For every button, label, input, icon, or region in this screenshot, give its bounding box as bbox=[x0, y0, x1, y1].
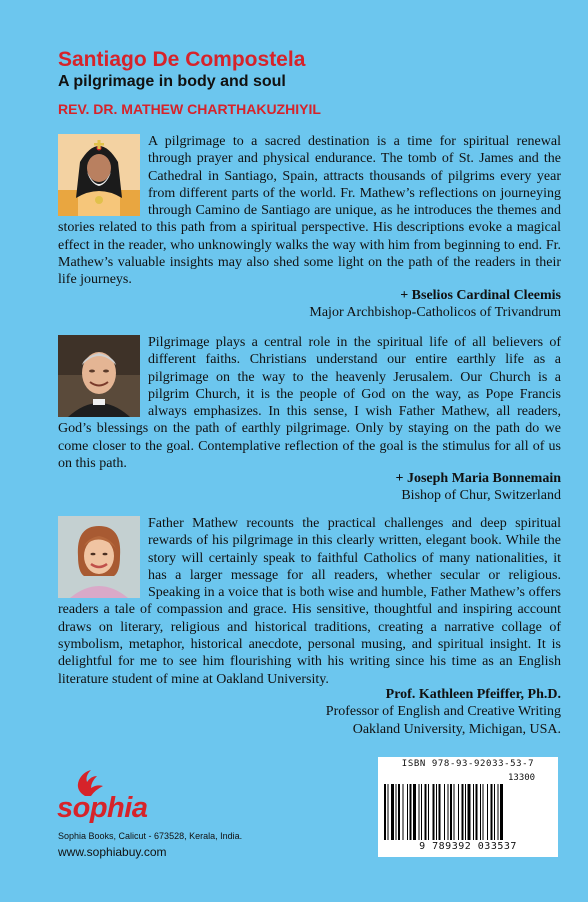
endorsement-signature-2 bbox=[396, 470, 562, 505]
book-title: Santiago De Compostela bbox=[58, 48, 306, 71]
photo-kathleen-pfeiffer bbox=[58, 516, 140, 598]
endorser-affiliation-3: Oakland University, Michigan, USA. bbox=[352, 721, 561, 737]
endorser-name-3: Prof. Kathleen Pfeiffer, Ph.D. bbox=[385, 687, 561, 702]
book-subtitle: A pilgrimage in body and soul bbox=[58, 73, 286, 90]
publisher-website: www.sophiabuy.com bbox=[58, 845, 167, 859]
endorsement-text-3: Father Mathew recounts the practical challenges and deep spiritual rewards of his pilgrimage in this clearly written, elegant book. While the story will certainly speak to faithful Catholics of many nationalities, it has a larger message for all readers, whether secular or religious. Speaking in a voice that is both wise and humble, Father Mathew’s offers readers a tale of compassion and grace. His sensitive, thoughtful and inspiring account draws on literary, religious and historical traditions, creating a narrative collage of symbolism, metaphor, historical anecdote, personal musing, and spiritual insight. It is delightful for me to see him flourishing with his writing since his time as an English literature student of mine at Oakland University. bbox=[58, 516, 561, 687]
endorser-role-1: Major Archbishop-Catholicos of Trivandrum bbox=[309, 305, 561, 321]
endorser-role-3: Professor of English and Creative Writing bbox=[325, 704, 561, 720]
publisher-logo-text: sophia bbox=[57, 792, 148, 824]
endorser-name-1: + Bselios Cardinal Cleemis bbox=[400, 288, 561, 303]
endorsement-text-2: Pilgrimage plays a central role in the spiritual life of all believers of different faiths. Christians understand our entire earthly life as a pilgrimage on the way to the heavenly Jerusalem. Our Church is a pilgrim Church, it is the people of God on the way, as Pope Francis always emphasizes. In this sense, I wish Father Mathew, all readers, God’s blessings on the path of earthly pilgrimage. Only by staying on the path do we come closer to the goal. Contemplative reflection of the goal is the stimulus for all of us on this path. bbox=[58, 335, 561, 472]
isbn-barcode bbox=[378, 757, 558, 857]
barcode-number: 9 789392 033537 bbox=[419, 841, 517, 852]
endorsement-signature-3 bbox=[326, 686, 561, 738]
photo-cardinal-cleemis bbox=[58, 134, 140, 216]
isbn-label: ISBN 978-93-92033-53-7 bbox=[401, 759, 535, 769]
endorsement-signature-1 bbox=[309, 287, 561, 322]
price-code: 13300 bbox=[508, 773, 536, 783]
endorser-name-2: + Joseph Maria Bonnemain bbox=[395, 471, 561, 486]
publisher-address: Sophia Books, Calicut - 673528, Kerala, India. bbox=[58, 831, 243, 841]
book-author: REV. DR. MATHEW CHARTHAKUZHIYIL bbox=[58, 101, 321, 117]
endorsement-text-1: A pilgrimage to a sacred destination is a time for spiritual renewal through prayer and physical endurance. The tomb of St. James and the Cathedral in Santiago, Spain, attracts thousands of pilgrims every year from different parts of the world. Fr. Mathew’s reflections on journeying through Camino de Santiago are unique, as he introduces the themes and stories related to this path from a spiritual perspective. His descriptions evoke a magical effect in the reader, who unknowingly walks the way with him from beginning to end. Fr. Mathew’s valuable insights may also shed some light on the path of the readers in their life journeys. bbox=[58, 134, 561, 288]
photo-bishop-bonnemain bbox=[58, 335, 140, 417]
endorser-role-2: Bishop of Chur, Switzerland bbox=[401, 488, 561, 504]
barcode-bars bbox=[382, 784, 554, 840]
